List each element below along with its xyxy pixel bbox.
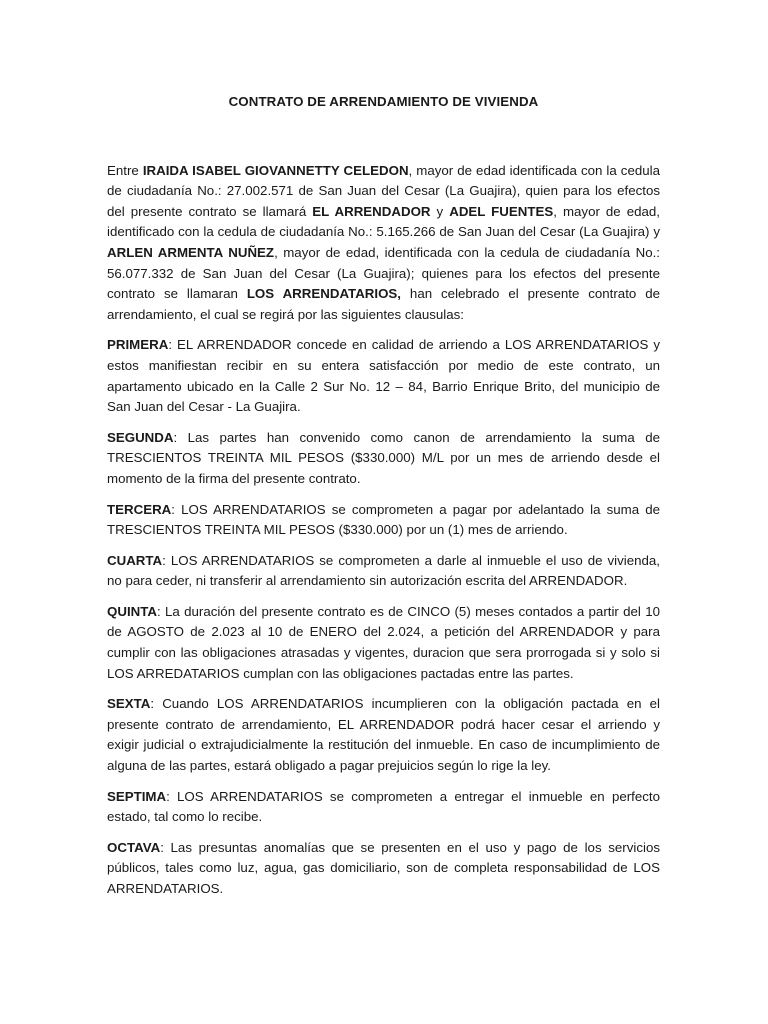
clause-heading: QUINTA: [107, 603, 157, 619]
party-name-tenant-1: ADEL FUENTES: [449, 203, 554, 219]
document-page: [107, 92, 660, 910]
intro-text: y: [430, 203, 450, 219]
clause-quinta: [107, 602, 660, 684]
clause-text: : EL ARRENDADOR concede en calidad de arriendo a LOS ARRENDATARIOS y estos manifiestan recibir en su entera satisfacción por medio de este contrato, un apartamento ubicado en la Calle 2 Sur No. 12 – 84, Barrio Enrique Brito, del municipio de San Juan del Cesar - La Guajira.: [107, 337, 660, 415]
clause-septima: [107, 787, 660, 828]
intro-text: , mayor de edad, identificado con la cedula de ciudadanía No.: 5.165.266 de San Juan del Cesar (La Guajira) y: [107, 203, 660, 240]
clause-segunda: [107, 428, 660, 490]
clause-heading: SEXTA: [107, 696, 151, 712]
party-name-tenant-2: ARLEN ARMENTA NUÑEZ: [107, 244, 275, 260]
intro-paragraph: [107, 161, 660, 326]
clause-heading: SEGUNDA: [107, 429, 174, 445]
role-tenants: LOS ARRENDATARIOS,: [246, 286, 402, 302]
clause-cuarta: [107, 551, 660, 592]
clause-primera: [107, 335, 660, 417]
clause-text: : LOS ARRENDATARIOS se comprometen a entregar el inmueble en perfecto estado, tal como lo recibe.: [107, 788, 660, 825]
document-title: CONTRATO DE ARRENDAMIENTO DE VIVIENDA: [228, 94, 539, 109]
clause-heading: PRIMERA: [107, 337, 169, 353]
role-landlord: EL ARRENDADOR: [312, 203, 431, 219]
clause-text: : Las presuntas anomalías que se presenten en el uso y pago de los servicios públicos, tales como luz, agua, gas domiciliario, son de completa responsabilidad de LOS ARRENDATARIOS.: [107, 839, 660, 896]
intro-text: Entre: [107, 162, 143, 178]
clause-heading: SEPTIMA: [107, 788, 167, 804]
clause-text: : Las partes han convenido como canon de arrendamiento la suma de TRESCIENTOS TREINTA MIL PESOS ($330.000) M/L por un mes de arriendo desde el momento de la firma del presente contrato.: [107, 429, 660, 486]
clause-text: : La duración del presente contrato es de CINCO (5) meses contados a partir del 10 de AGOSTO de 2.023 al 10 de ENERO del 2.024, a petición del ARRENDADOR y para cumplir con las obligaciones atrasadas y vigentes, duracion que sera prorrogada si y solo si LOS ARREDATARIOS cumplan con las obligaciones pactadas entre las partes.: [107, 603, 660, 681]
clause-heading: OCTAVA: [107, 839, 161, 855]
clause-text: : LOS ARRENDATARIOS se comprometen a darle al inmueble el uso de vivienda, no para ceder, ni transferir al arrendamiento sin autorización escrita del ARRENDADOR.: [107, 552, 660, 589]
intro-text: , mayor de edad, identificada con la cedula de ciudadanía No.: 56.077.332 de San Juan del Cesar (La Guajira); quienes para los efectos del presente contrato se llamaran: [107, 244, 660, 302]
clause-tercera: [107, 500, 660, 541]
party-name-landlord: IRAIDA ISABEL GIOVANNETTY CELEDON: [142, 162, 409, 178]
intro-text: han celebrado el presente contrato de arrendamiento, el cual se regirá por las siguientes clausulas:: [107, 286, 660, 322]
clause-text: : Cuando LOS ARRENDATARIOS incumplieren con la obligación pactada en el presente contrato de arrendamiento, EL ARRENDADOR podrá hacer cesar el arriendo y exigir judicial o extrajudicialmente la restitución del inmueble. En caso de incumplimiento de alguna de las partes, estará obligado a pagar prejuicios según lo rige la ley.: [107, 696, 660, 774]
clause-octava: [107, 838, 660, 900]
clause-heading: TERCERA: [107, 501, 172, 517]
intro-text: , mayor de edad identificada con la cedula de ciudadanía No.: 27.002.571 de San Juan del Cesar (La Guajira), quien para los efectos del presente contrato se llamará: [107, 162, 660, 219]
clause-sexta: [107, 694, 660, 776]
clause-heading: CUARTA: [107, 552, 163, 568]
clause-text: : LOS ARRENDATARIOS se comprometen a pagar por adelantado la suma de TRESCIENTOS TREINTA MIL PESOS ($330.000) por un (1) mes de arriendo.: [107, 501, 660, 538]
